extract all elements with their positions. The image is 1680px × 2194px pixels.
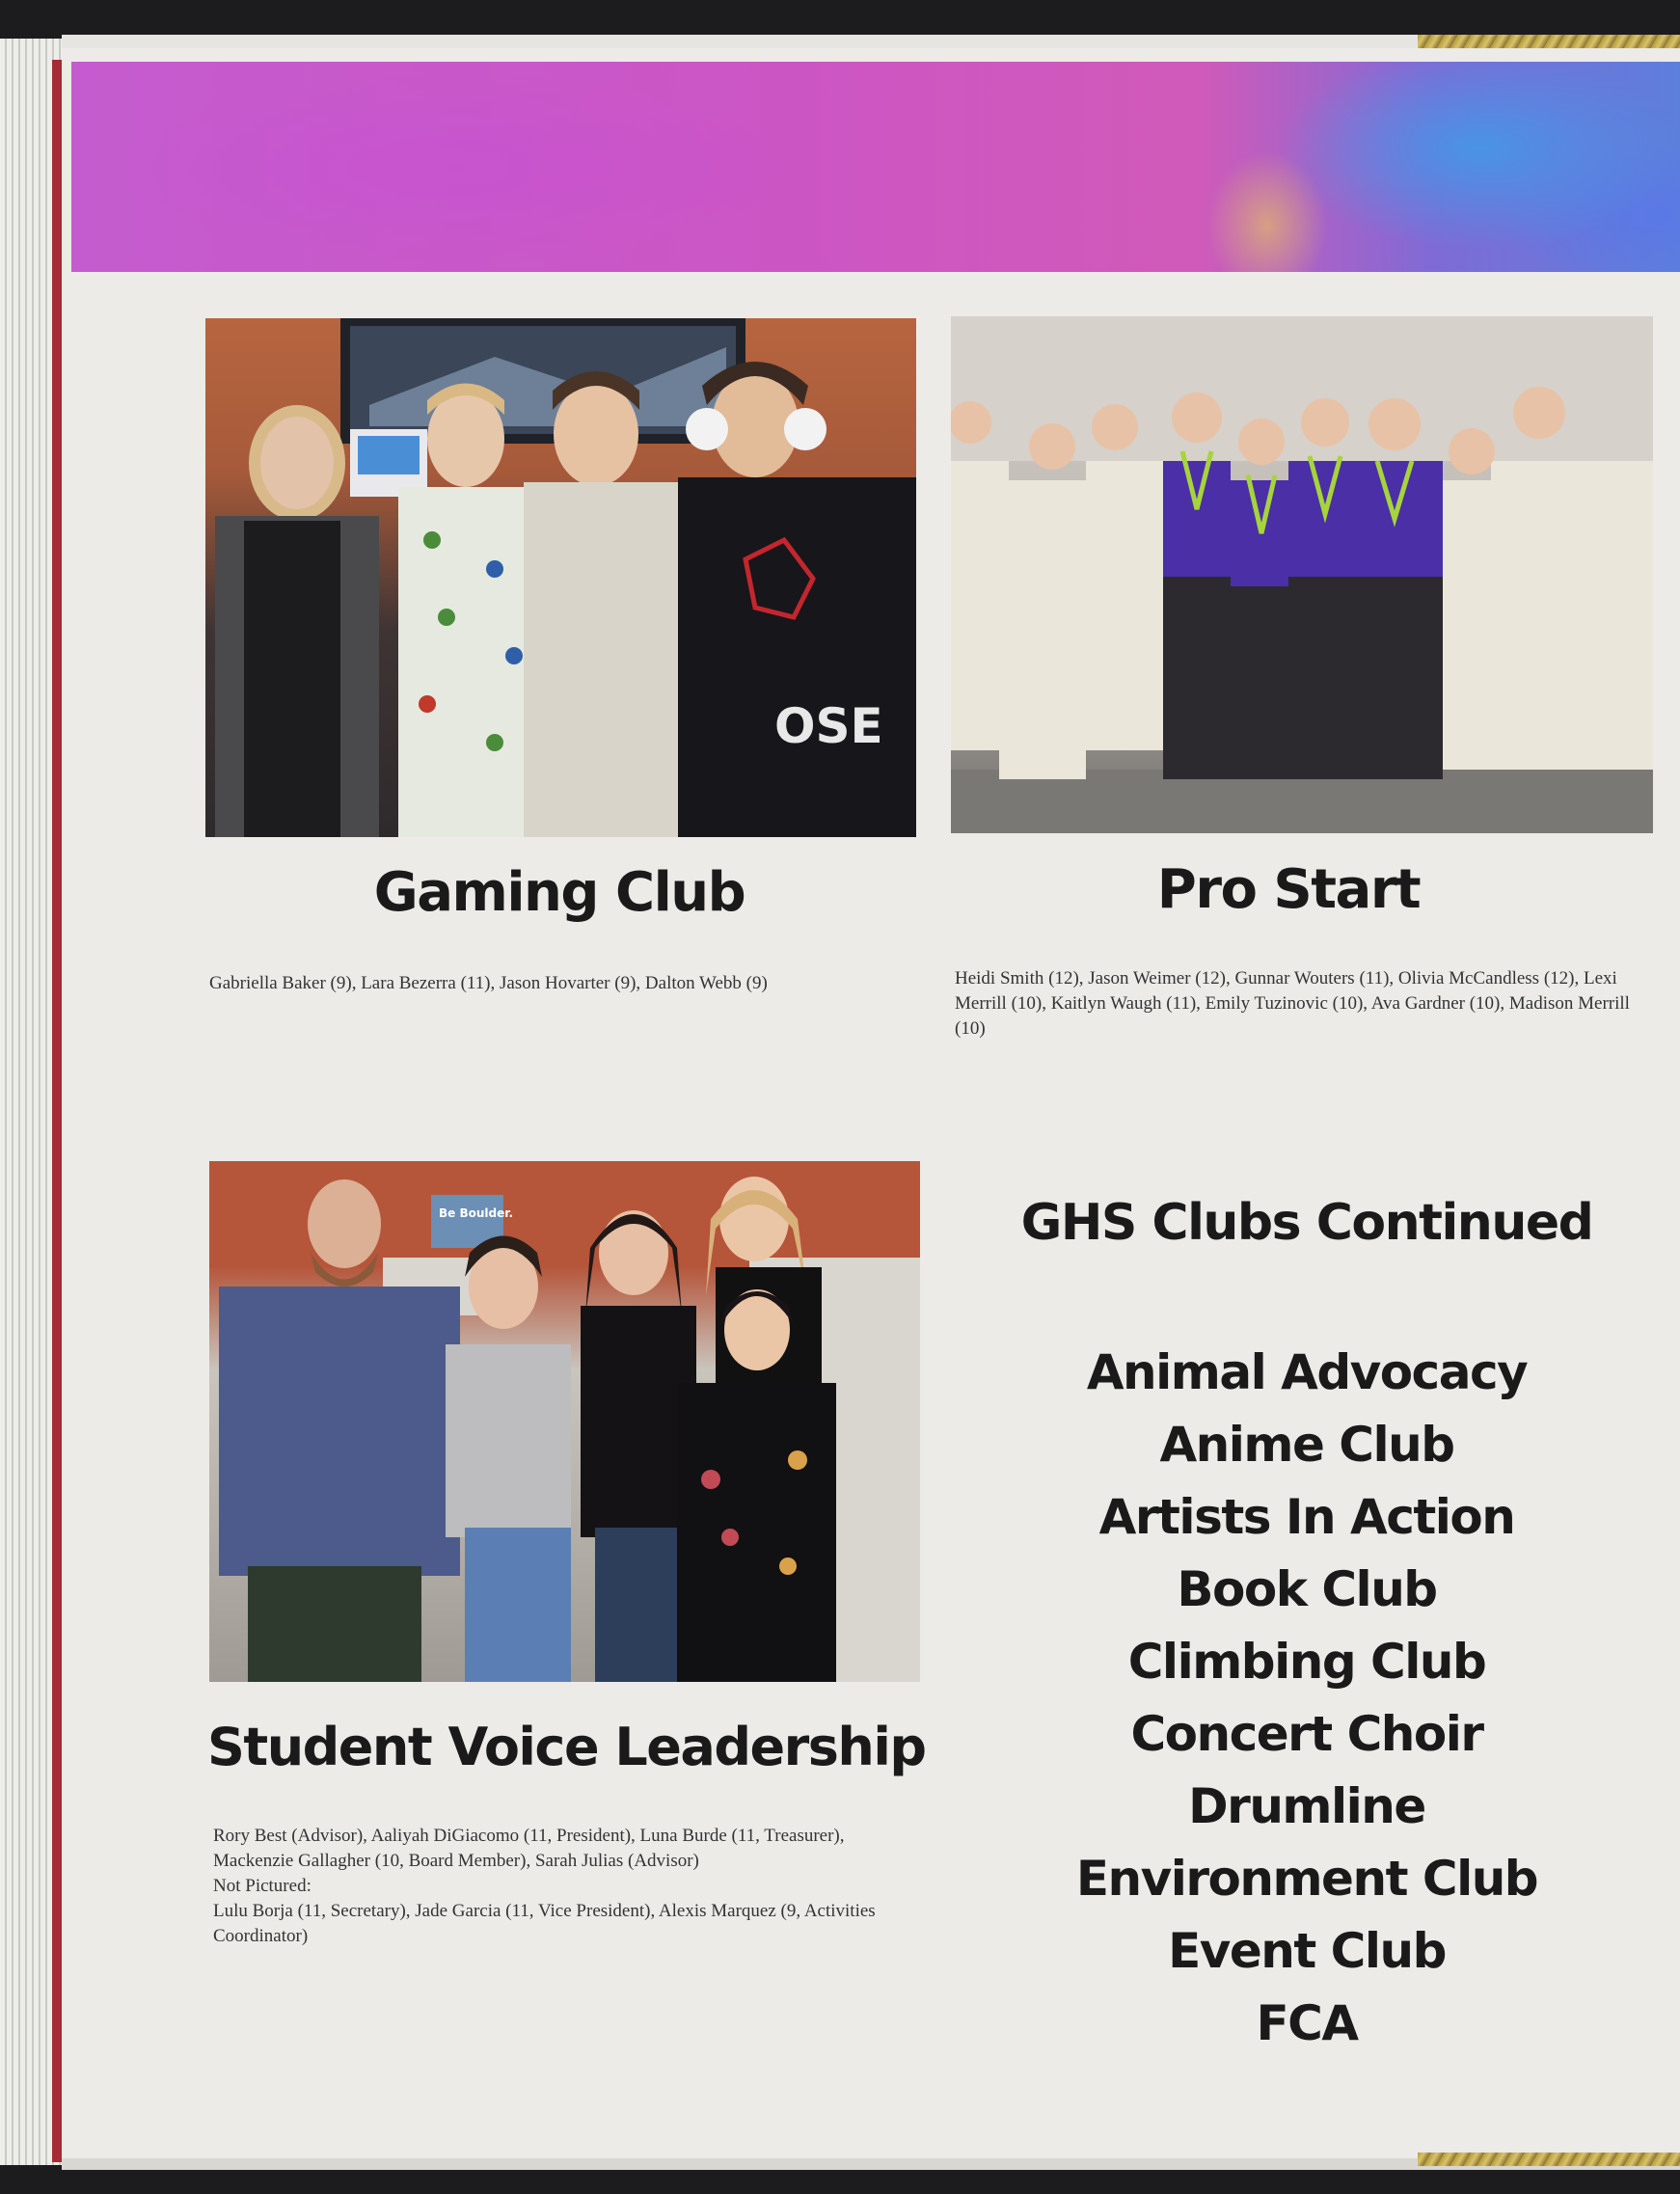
clubs-continued-list: [1008, 1337, 1606, 2060]
club-list-item: Environment Club: [1075, 1851, 1538, 1907]
student-voice-leadership-heading: Student Voice Leadership: [207, 1717, 926, 1777]
club-list-item: Artists In Action: [1098, 1489, 1515, 1545]
svl-not-pictured-names: Lulu Borja (11, Secretary), Jade Garcia (11, Vice President), Alexis Marquez (9, Activities Coordinator): [213, 1901, 876, 1946]
club-list-item: Concert Choir: [1130, 1706, 1483, 1762]
club-list-item: Drumline: [1188, 1778, 1425, 1834]
clubs-continued-heading: GHS Clubs Continued: [1020, 1194, 1593, 1252]
pro-start-caption: Heidi Smith (12), Jason Weimer (12), Gunnar Wouters (11), Olivia McCandless (12), Lexi Merrill (10), Kaitlyn Waugh (11), Emily Tuzinovic (10), Ava Gardner (10), Madison Merrill (10): [955, 968, 1630, 1039]
student-voice-leadership-caption: [213, 1824, 908, 1949]
svl-pictured-names: Rory Best (Advisor), Aaliyah DiGiacomo (11, President), Luna Burde (11, Treasurer), Mackenzie Gallagher (10, Board Member), Sarah Julias (Advisor): [213, 1826, 845, 1871]
club-list-item: Animal Advocacy: [1086, 1344, 1528, 1400]
club-list-item: Event Club: [1168, 1923, 1446, 1979]
pro-start-photo: [951, 316, 1653, 833]
pro-start-heading: Pro Start: [1156, 858, 1421, 921]
watercolor-banner: [71, 62, 1680, 272]
gaming-club-caption: Gabriella Baker (9), Lara Bezerra (11), Jason Hovarter (9), Dalton Webb (9): [209, 973, 768, 993]
club-list-item: Climbing Club: [1127, 1634, 1486, 1690]
club-list-item: Anime Club: [1159, 1417, 1454, 1473]
svg-text:OSE: OSE: [774, 698, 883, 754]
club-list-item: Book Club: [1177, 1561, 1437, 1617]
gaming-club-photo: [205, 318, 916, 837]
club-list-item: FCA: [1256, 1995, 1358, 2051]
gaming-club-heading: Gaming Club: [373, 861, 745, 924]
svl-not-pictured-label: Not Pictured:: [213, 1876, 312, 1896]
book-spine-binding: [52, 60, 62, 2162]
be-boulder-sign: Be Boulder.: [439, 1206, 514, 1220]
student-voice-leadership-photo: [209, 1161, 920, 1682]
gold-foil-bottom-corner: [1418, 2153, 1680, 2166]
